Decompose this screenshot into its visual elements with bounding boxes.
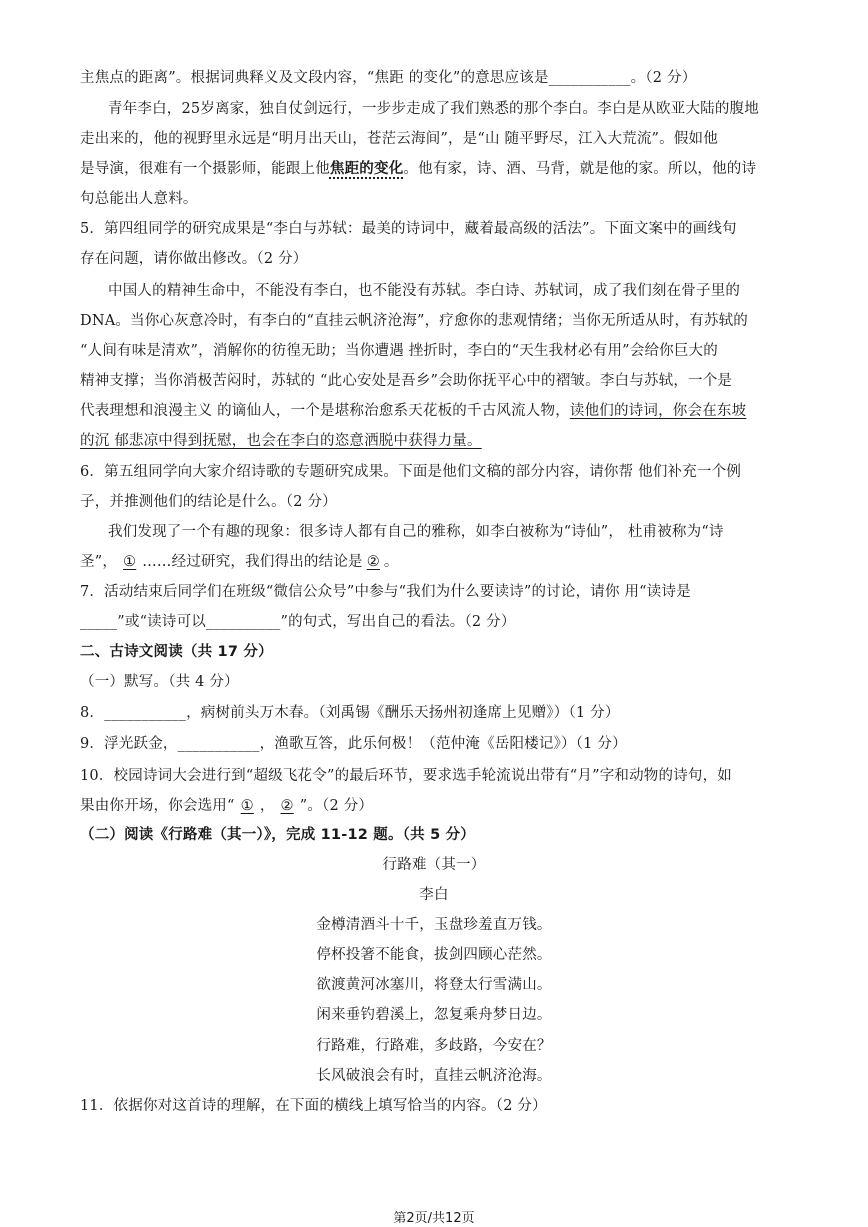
passage-line: 中国人的精神生命中，不能没有李白，也不能没有苏轼。李白诗、苏轼词，成了我们刻在骨子里的: [108, 283, 741, 299]
question-11: 11．依据你对这首诗的理解，在下面的横线上填写恰当的内容。（2 分）: [80, 1098, 547, 1114]
question-6-cont: 子，并推测他们的结论是什么。（2 分）: [80, 494, 337, 510]
subsection-title: （一）默写。（共 4 分）: [80, 674, 239, 690]
blank-marker: ①: [123, 554, 137, 570]
passage-line: [80, 401, 746, 421]
poem-line: 闲来垂钓碧溪上，忽复乘舟梦日边。: [316, 1007, 552, 1023]
passage-line: “人间有味是清欢”，消解你的彷徨无助；当你遭遇 挫折时，李白的“天生我材必有用”会给你巨大的: [80, 343, 718, 359]
passage-line: 青年李白，25岁离家，独自仗剑远行，一步步走成了我们熟悉的那个李白。李白是从欧亚大陆的腹地: [108, 101, 759, 117]
blank-marker: ②: [280, 798, 294, 814]
passage-text: ……经过研究，我们得出的结论是: [142, 554, 363, 570]
question-text: ，: [259, 798, 275, 814]
passage-line: [80, 159, 756, 179]
poem-line: 长风破浪会有时，直挂云帆济沧海。: [316, 1068, 552, 1084]
question-text: 果由你开场，你会选用“: [80, 798, 235, 814]
passage-text: 。: [383, 554, 399, 570]
subsection-title: （二）阅读《行路难（其一）》，完成 11-12 题。（共 5 分）: [80, 827, 476, 843]
poem-line: 欲渡黄河冰塞川，将登太行雪满山。: [316, 977, 552, 993]
question-10: 10．校园诗词大会进行到“超级飞花令”的最后环节，要求选手轮流说出带有“月”字和动物的诗句，如: [80, 768, 732, 784]
passage-text: 代表理想和浪漫主义 的谪仙人，一个是堪称治愈系天花板的千古风流人物，: [80, 403, 570, 419]
passage-line: 精神支撑；当你消极苦闷时，苏轼的 “此心安处是吾乡”会助你抚平心中的褶皱。李白与苏轼，一个是: [80, 373, 733, 389]
intro-text: 主焦点的距离”。根据词典释义及文段内容，“焦距 的变化”的意思应该是: [80, 70, 549, 86]
question-text: ”。（2 分）: [299, 798, 374, 814]
emphasized-term: 焦距的变化: [329, 160, 404, 177]
question-9: 9．浮光跃金，___________，渔歌互答，此乐何极！（范仲淹《岳阳楼记》）（1 分）: [80, 736, 627, 752]
passage-line: 我们发现了一个有趣的现象：很多诗人都有自己的雅称，如李白被称为“诗仙”， 杜甫被称为“诗: [108, 524, 724, 540]
question-10-cont: [80, 796, 373, 816]
poem-title: 行路难（其一）: [382, 857, 486, 873]
answer-blank: ___________: [548, 70, 631, 86]
passage-text: 是导演，很难有一个摄影师，能跟上他: [80, 161, 330, 177]
poem-line: 金樽清酒斗十千，玉盘珍羞直万钱。: [316, 917, 552, 933]
underlined-sentence: 读他们的诗词，你会在东坡: [569, 403, 747, 419]
passage-line: 句总能出人意料。: [80, 191, 198, 207]
passage-line: 走出来的，他的视野里永远是“明月出天山，苍茫云海间”，是“山 随平野尽，江入大荒流”。假如他: [80, 131, 718, 147]
question-5-cont: 存在问题，请你做出修改。（2 分）: [80, 251, 308, 267]
poem-author: 李白: [419, 887, 449, 903]
passage-text: 。他有家，诗、酒、马背，就是他的家。所以，他的诗: [403, 161, 757, 177]
passage-line: [80, 552, 399, 572]
question-6: 6．第五组同学向大家介绍诗歌的专题研究成果。下面是他们文稿的部分内容，请你帮 他们补充一个例: [80, 464, 742, 480]
question-5: 5．第四组同学的研究成果是“李白与苏轼：最美的诗词中，藏着最高级的活法”。下面文案中的画线句: [80, 221, 737, 237]
question-7-cont: _____”或“读诗可以__________”的句式，写出自己的看法。（2 分）: [80, 614, 516, 630]
passage-line: DNA。当你心灰意冷时，有李白的“直挂云帆济沧海”，疗愈你的悲观情绪；当你无所适从时，有苏轼的: [80, 313, 749, 329]
blank-marker: ①: [240, 798, 254, 814]
underlined-sentence: 的沉 郁悲凉中得到抚慰，也会在李白的恣意洒脱中获得力量。: [80, 433, 482, 449]
question-8: 8．___________，病树前头万木春。（刘禹锡《酬乐天扬州初逢席上见赠》）（1 分）: [80, 705, 620, 721]
question-7: 7．活动结束后同学们在班级“微信公众号”中参与“我们为什么要读诗”的讨论，请你 用“读诗是: [80, 584, 691, 600]
poem-line: 停杯投箸不能食，拔剑四顾心茫然。: [316, 947, 552, 963]
page-number: 第2页/共12页: [393, 1211, 475, 1226]
poem-line: 行路难，行路难，多歧路，今安在？: [316, 1038, 552, 1054]
score-note: 。（2 分）: [630, 70, 697, 86]
section-title: 二、古诗文阅读（共 17 分）: [80, 644, 273, 660]
intro-question-line: [80, 68, 696, 88]
passage-text: 圣”，: [80, 554, 118, 570]
blank-marker: ②: [366, 554, 380, 570]
